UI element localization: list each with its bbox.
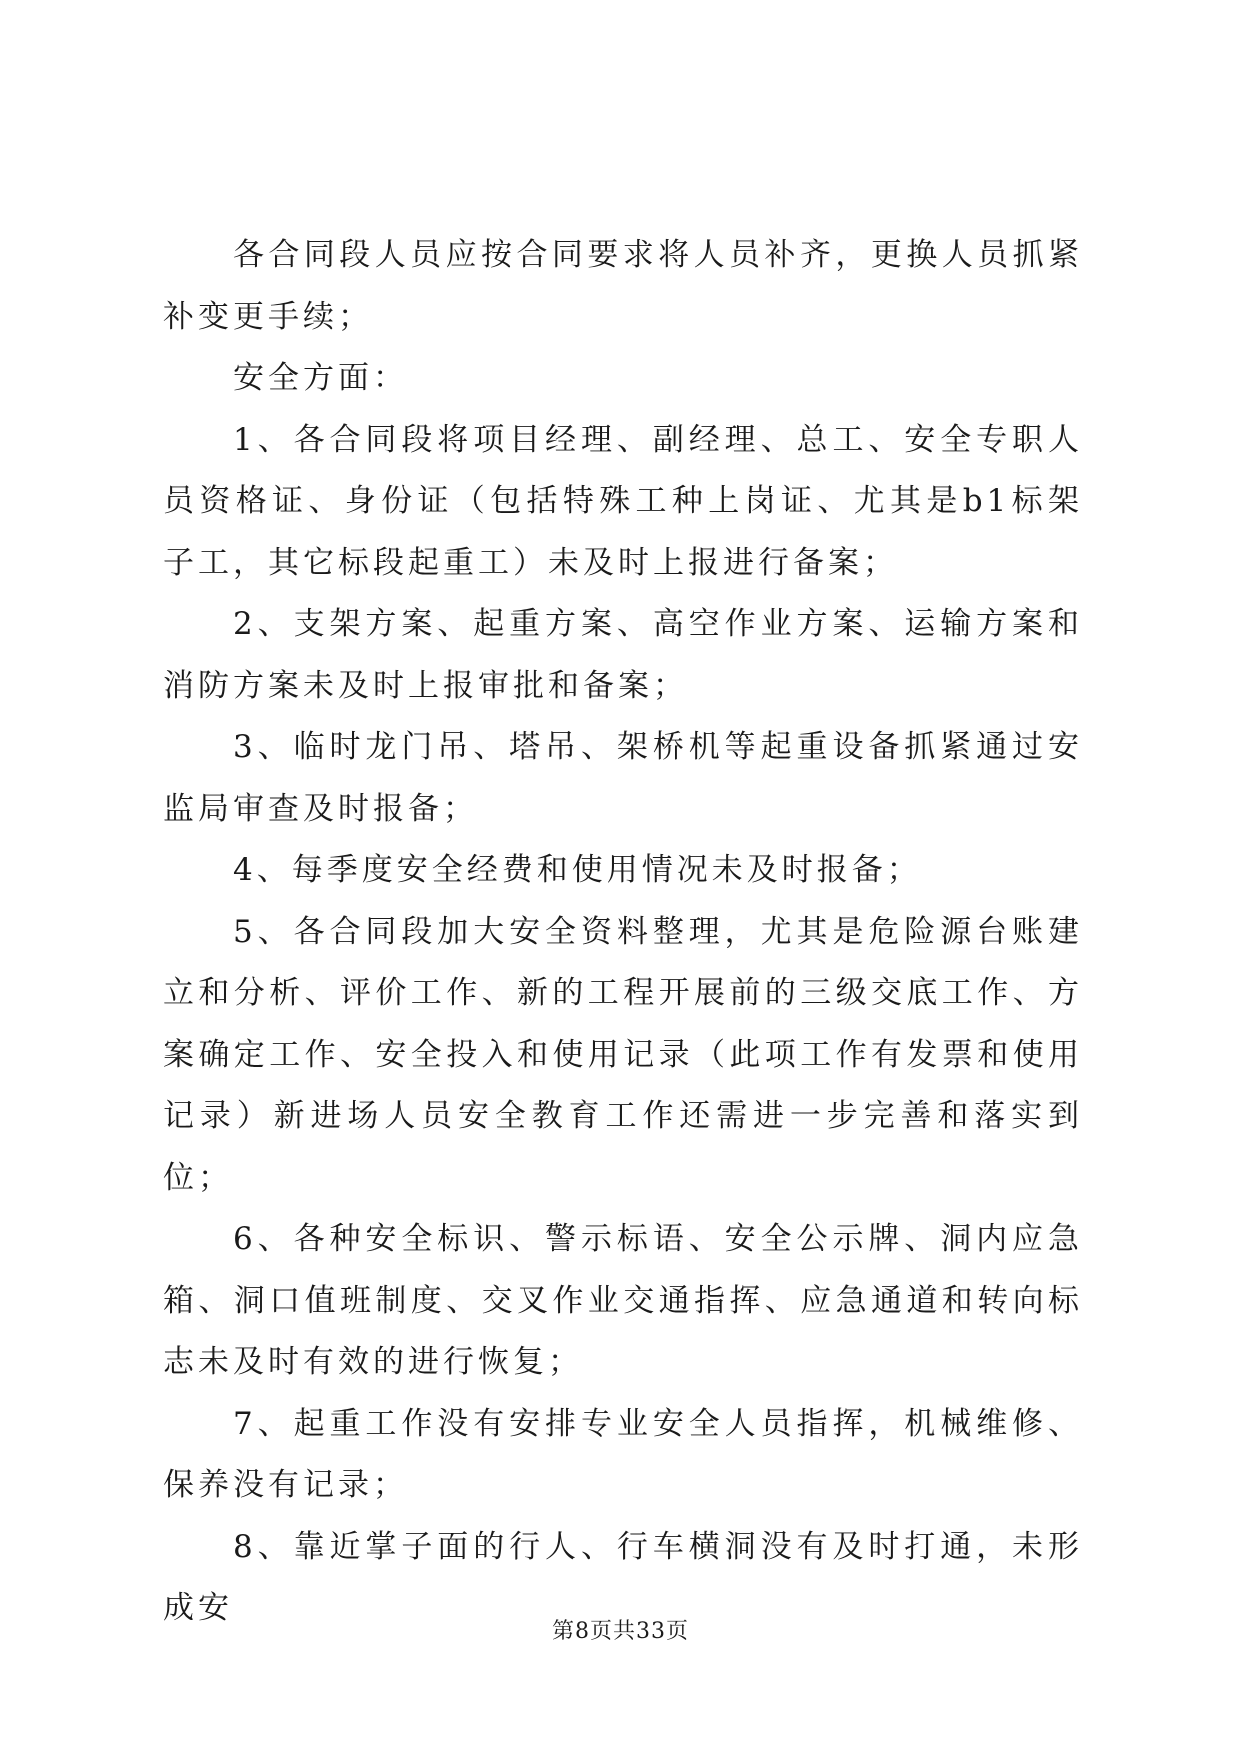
- page-footer: [0, 1617, 1241, 1647]
- list-item: 2、支架方案、起重方案、高空作业方案、运输方案和消防方案未及时上报审批和备案；: [163, 606, 1083, 704]
- paragraph: 各合同段人员应按合同要求将人员补齐，更换人员抓紧补变更手续；: [163, 237, 1083, 335]
- page-total: 共33页: [613, 1619, 689, 1644]
- list-item: 3、临时龙门吊、塔吊、架桥机等起重设备抓紧通过安监局审查及时报备；: [163, 729, 1083, 827]
- list-item: 6、各种安全标识、警示标语、安全公示牌、洞内应急箱、洞口值班制度、交叉作业交通指挥、应急通道和转向标志未及时有效的进行恢复；: [163, 1221, 1083, 1380]
- document-body: [163, 225, 1083, 1640]
- list-item: 1、各合同段将项目经理、副经理、总工、安全专职人员资格证、身份证（包括特殊工种上岗证、尤其是b1标架子工，其它标段起重工）未及时上报进行备案；: [163, 421, 1083, 581]
- list-item: 4、每季度安全经费和使用情况未及时报备；: [233, 852, 922, 888]
- list-item: 7、起重工作没有安排专业安全人员指挥，机械维修、保养没有记录；: [163, 1405, 1083, 1503]
- list-item: 8、靠近掌子面的行人、行车横洞没有及时打通，未形成安: [163, 1528, 1083, 1626]
- list-item: 5、各合同段加大安全资料整理，尤其是危险源台账建立和分析、评价工作、新的工程开展前的三级交底工作、方案确定工作、安全投入和使用记录（此项工作有发票和使用记录）新进场人员安全教育工作还需进一步完善和落实到位；: [163, 913, 1083, 1196]
- section-heading-safety: 安全方面：: [233, 360, 408, 396]
- page-number: 第8页: [552, 1619, 613, 1644]
